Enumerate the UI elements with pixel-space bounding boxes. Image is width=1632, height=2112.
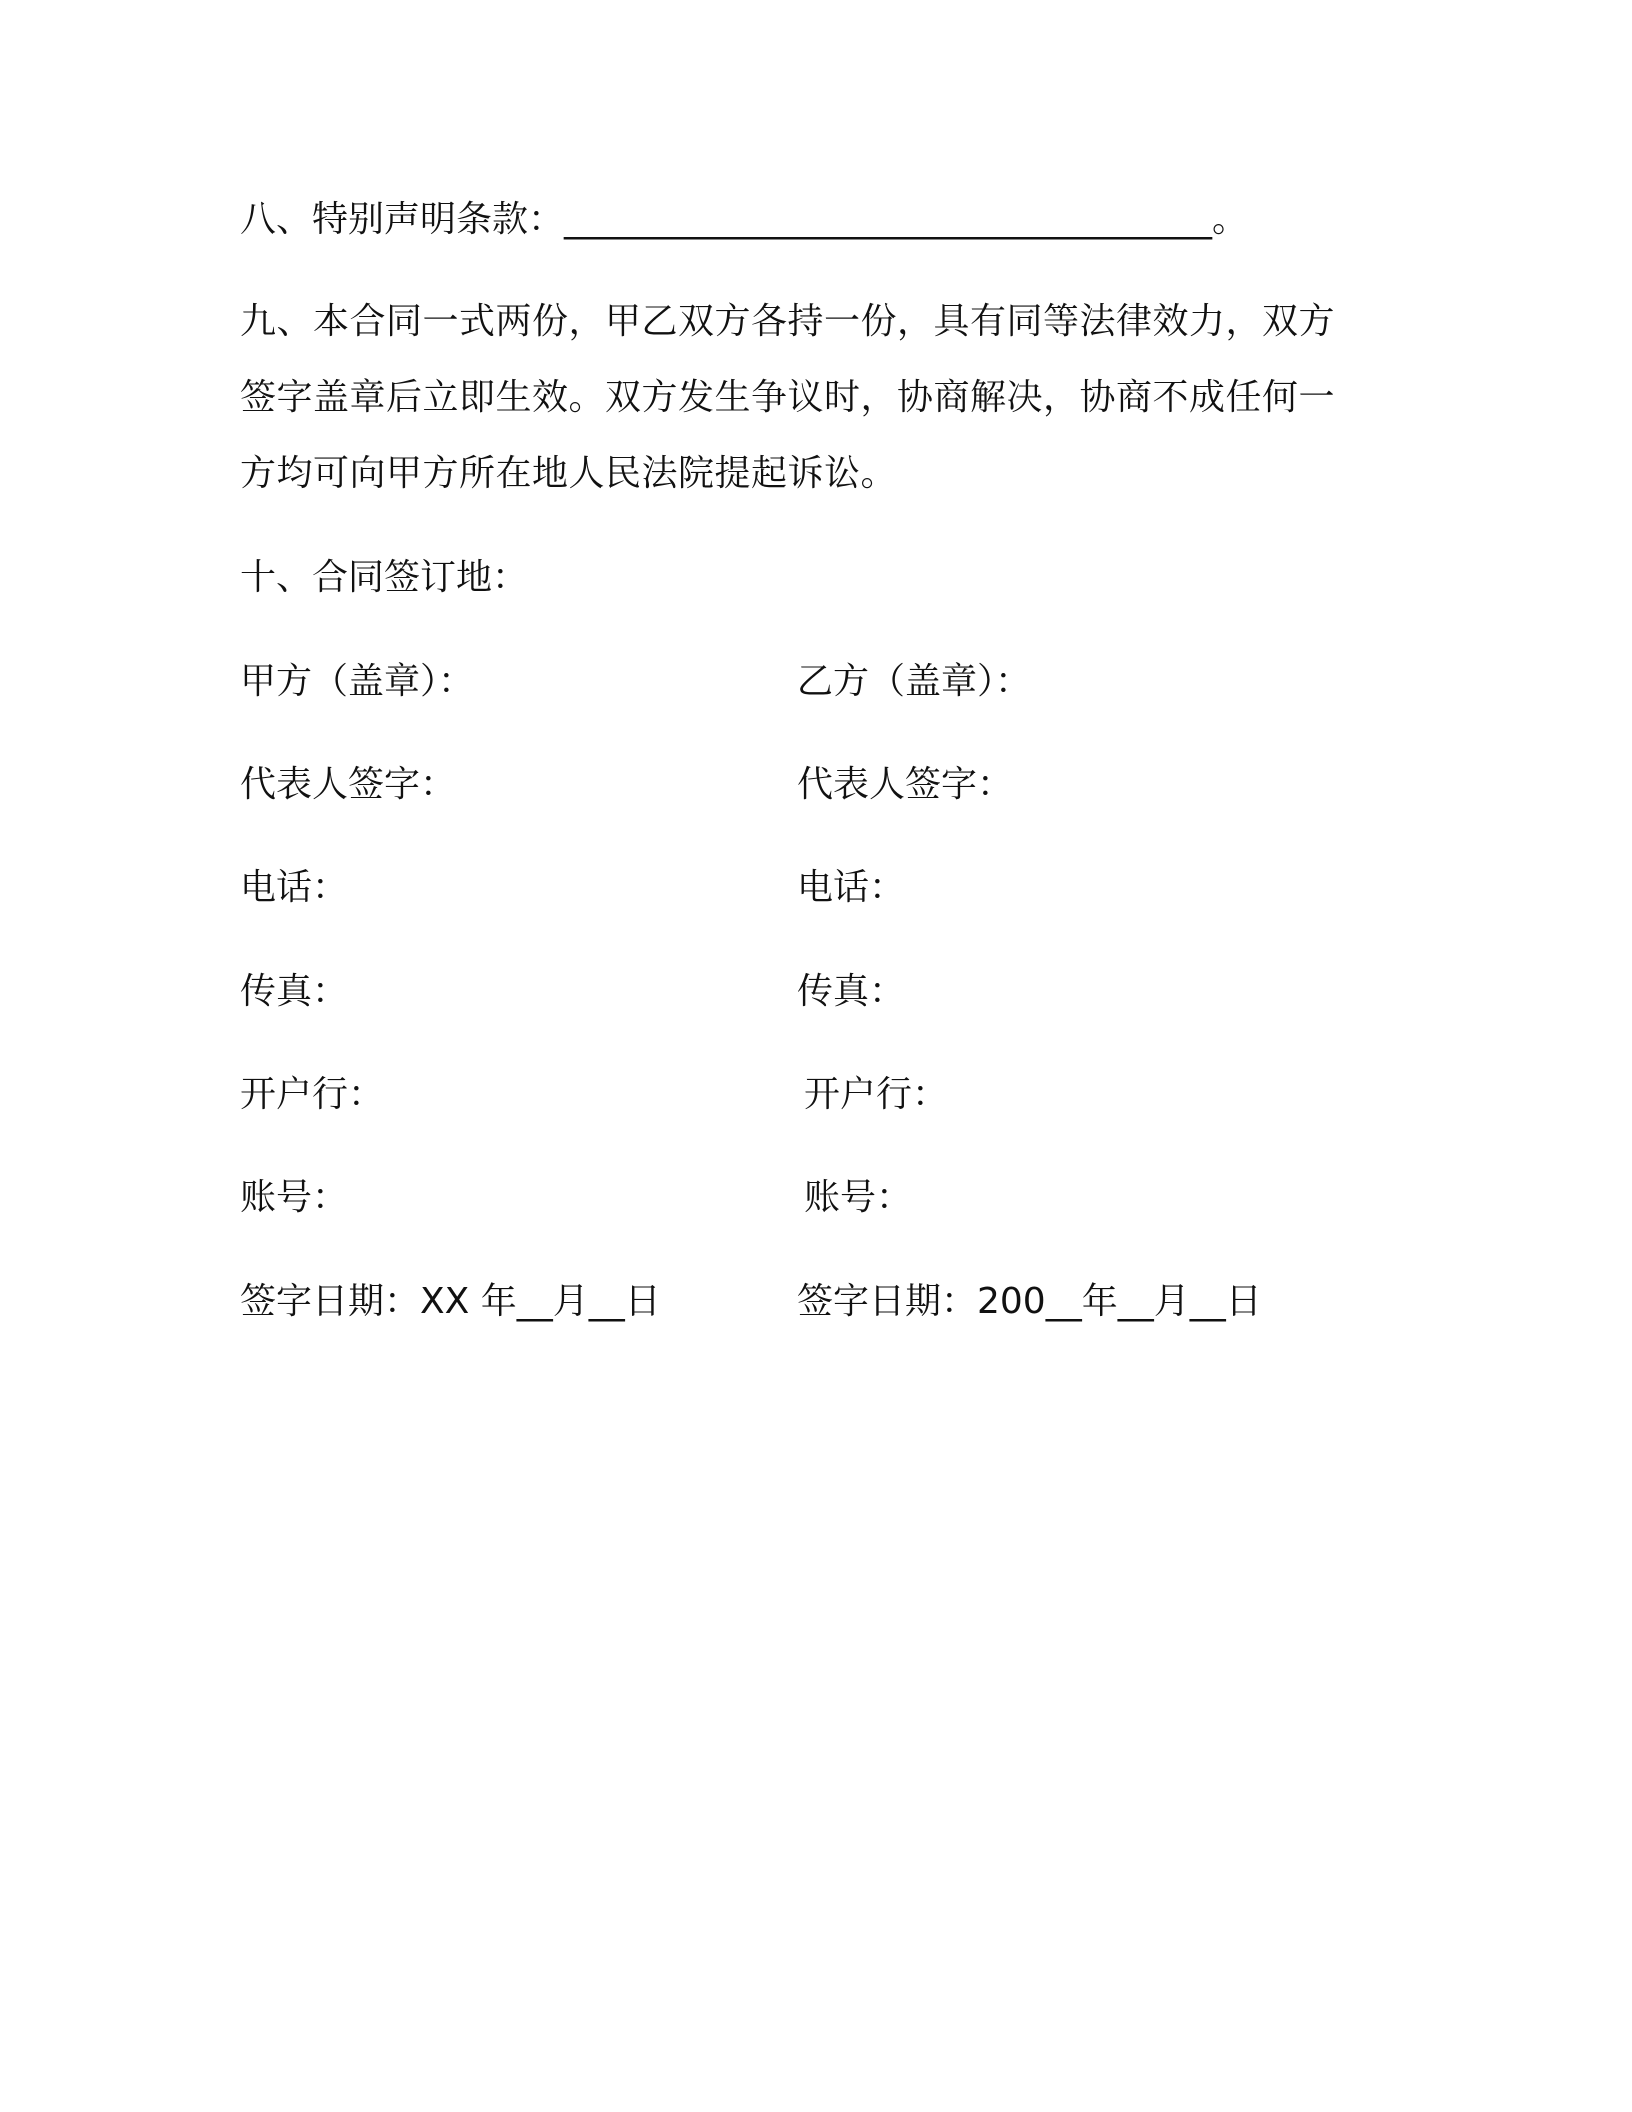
clause-9-line: 签字盖章后立即生效。双方发生争议时，协商解决，协商不成任何一 [240, 377, 1336, 418]
party-b-fax-label: 传真： [797, 971, 906, 1012]
party-b-representative-label: 代表人签字： [797, 764, 1014, 805]
clause-9-paragraph [240, 284, 1360, 512]
party-a-bank-label: 开户行： [240, 1074, 385, 1115]
party-a-sign-date: 签字日期：XX 年__月__日 [240, 1281, 661, 1322]
party-a-seal-label: 甲方（盖章）： [240, 661, 475, 702]
party-a-fax-label: 传真： [240, 971, 349, 1012]
party-b-account-label: 账号： [804, 1177, 913, 1218]
party-b-phone-label: 电话： [797, 867, 906, 908]
clause-10-signing-place: 十、合同签订地： [240, 557, 529, 598]
party-b-bank-label: 开户行： [804, 1074, 949, 1115]
clause-9-line: 方均可向甲方所在地人民法院提起诉讼。 [240, 453, 898, 494]
clause-8-special-terms: 八、特别声明条款：____________________________________。 [240, 199, 1249, 240]
party-b-sign-date: 签字日期：200__年__月__日 [797, 1281, 1262, 1322]
party-a-representative-label: 代表人签字： [240, 764, 457, 805]
party-a-account-label: 账号： [240, 1177, 349, 1218]
party-b-seal-label: 乙方（盖章）： [797, 661, 1032, 702]
clause-9-line: 九、本合同一式两份，甲乙双方各持一份，具有同等法律效力，双方 [240, 301, 1336, 342]
party-a-phone-label: 电话： [240, 867, 349, 908]
